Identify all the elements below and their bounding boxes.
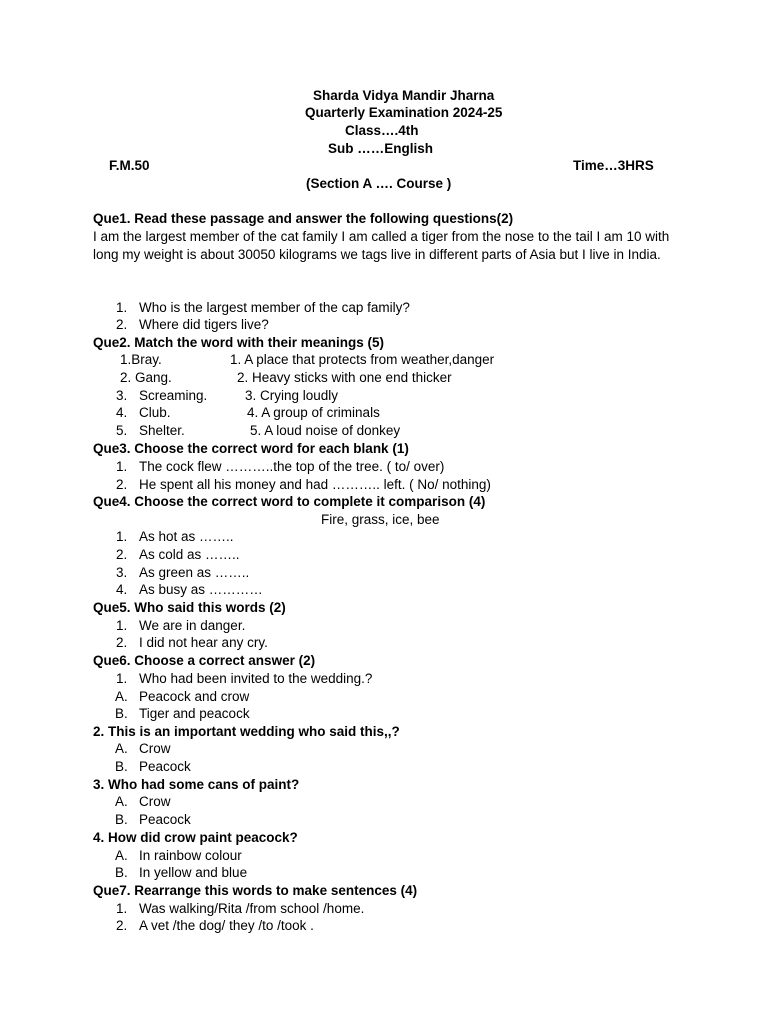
option-letter: A. — [115, 848, 128, 863]
option-letter: B. — [115, 759, 128, 774]
section-label: (Section A …. Course ) — [306, 176, 452, 191]
exam-title: Quarterly Examination 2024-25 — [305, 105, 503, 120]
list-item: As cold as …….. — [139, 547, 240, 562]
list-item: The cock flew ………..the top of the tree. ( to/ over) — [139, 459, 445, 474]
q1-passage: I am the largest member of the cat family I am called a tiger from the nose to the tail I am 10 with long my weight is about 30050 kilograms we tags live in different parts of Asia but I live in India. — [93, 229, 670, 262]
match-meaning: 3. Crying loudly — [245, 388, 339, 403]
full-marks: F.M.50 — [109, 158, 150, 173]
list-number: 4. — [116, 405, 128, 420]
list-item: We are in danger. — [139, 618, 246, 633]
match-word: Shelter. — [139, 423, 185, 438]
list-item: Who had been invited to the wedding.? — [139, 671, 373, 686]
match-meaning: 5. A loud noise of donkey — [250, 423, 401, 438]
option-text: Crow — [139, 794, 171, 809]
list-number: 2. — [116, 547, 128, 562]
list-item: Was walking/Rita /from school /home. — [139, 901, 365, 916]
q6-sub-question: 2. This is an important wedding who said this,,? — [93, 724, 400, 739]
option-letter: B. — [115, 812, 128, 827]
q6-title: Que6. Choose a correct answer (2) — [93, 653, 316, 668]
list-item: A vet /the dog/ they /to /took . — [139, 918, 314, 933]
list-number: 1. — [116, 618, 128, 633]
list-item: He spent all his money and had ……….. left. ( No/ nothing) — [139, 477, 491, 492]
match-word: 2. Gang. — [120, 370, 172, 385]
q6-sub-question: 3. Who had some cans of paint? — [93, 777, 300, 792]
list-number: 4. — [116, 582, 128, 597]
option-text: Peacock — [139, 759, 191, 774]
option-text: In yellow and blue — [139, 865, 248, 880]
q6-sub-question: 4. How did crow paint peacock? — [93, 830, 298, 845]
list-number: 5. — [116, 423, 128, 438]
q3-title: Que3. Choose the correct word for each blank (1) — [93, 441, 409, 456]
match-meaning: 1. A place that protects from weather,danger — [230, 352, 495, 367]
option-letter: A. — [115, 741, 128, 756]
subject-label: Sub ……English — [328, 141, 434, 156]
list-number: 1. — [116, 901, 128, 916]
q5-title: Que5. Who said this words (2) — [93, 600, 286, 615]
list-number: 3. — [116, 565, 128, 580]
list-item: Where did tigers live? — [139, 317, 269, 332]
match-word: 1.Bray. — [120, 352, 162, 367]
list-item: I did not hear any cry. — [139, 635, 268, 650]
class-label: Class….4th — [345, 123, 419, 138]
list-number: 2. — [116, 635, 128, 650]
match-meaning: 4. A group of criminals — [247, 405, 380, 420]
q7-title: Que7. Rearrange this words to make sentences (4) — [93, 883, 418, 898]
word-bank: Fire, grass, ice, bee — [321, 512, 440, 527]
q4-title: Que4. Choose the correct word to complete it comparison (4) — [93, 494, 486, 509]
option-text: Tiger and peacock — [139, 706, 250, 721]
list-number: 2. — [116, 477, 128, 492]
option-text: In rainbow colour — [139, 848, 242, 863]
option-letter: B. — [115, 865, 128, 880]
option-letter: A. — [115, 794, 128, 809]
q2-title: Que2. Match the word with their meanings (5) — [93, 335, 385, 350]
list-number: 1. — [116, 671, 128, 686]
list-item: Who is the largest member of the cap family? — [139, 300, 410, 315]
time-label: Time…3HRS — [573, 158, 654, 173]
list-number: 2. — [116, 317, 128, 332]
list-number: 1. — [116, 459, 128, 474]
q1-title: Que1. Read these passage and answer the following questions(2) — [93, 211, 514, 226]
option-text: Peacock and crow — [139, 689, 250, 704]
school-name: Sharda Vidya Mandir Jharna — [313, 88, 495, 103]
match-meaning: 2. Heavy sticks with one end thicker — [237, 370, 452, 385]
option-letter: A. — [115, 689, 128, 704]
list-number: 1. — [116, 529, 128, 544]
option-text: Crow — [139, 741, 171, 756]
match-word: Screaming. — [139, 388, 208, 403]
list-number: 2. — [116, 918, 128, 933]
list-item: As green as …….. — [139, 565, 250, 580]
list-number: 3. — [116, 388, 128, 403]
list-item: As hot as …….. — [139, 529, 234, 544]
option-letter: B. — [115, 706, 128, 721]
option-text: Peacock — [139, 812, 191, 827]
list-item: As busy as ………… — [139, 582, 263, 597]
list-number: 1. — [116, 300, 128, 315]
match-word: Club. — [139, 405, 171, 420]
